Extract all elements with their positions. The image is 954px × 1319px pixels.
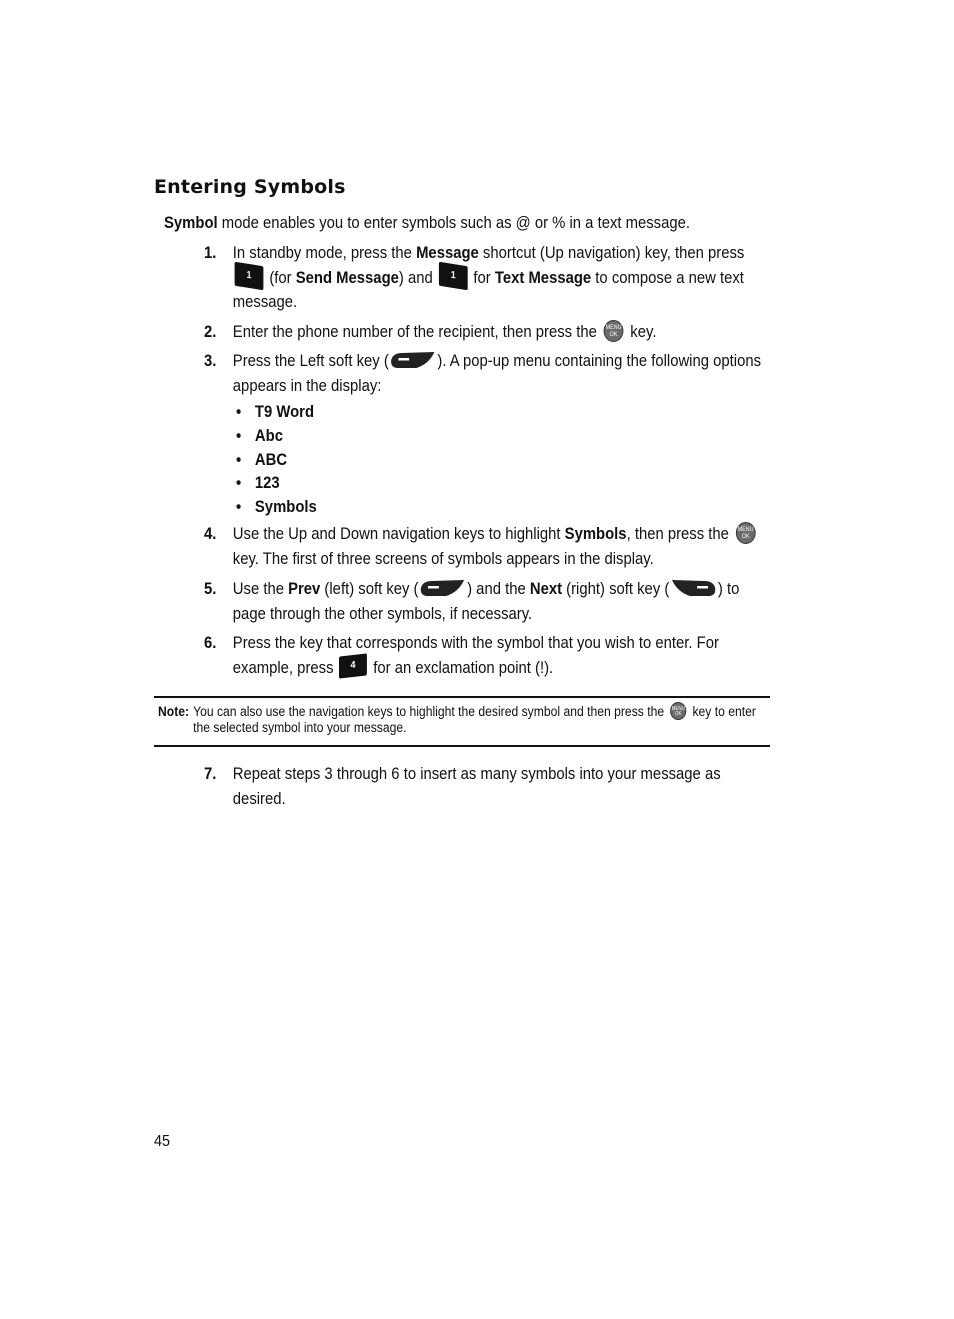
step-number: 6. (204, 634, 217, 652)
text-run: shortcut (Up navigation) key, then press (478, 244, 745, 262)
key-label: 1 (450, 269, 456, 282)
text-bold: Symbols (564, 525, 627, 543)
note-label: Note: (158, 704, 190, 719)
page-number: 45 (154, 1133, 171, 1150)
text-run: ). A pop-up menu containing the following options appears in the display: (232, 352, 762, 395)
list-item-label: T9 Word (254, 403, 315, 421)
key-label: OK (741, 533, 750, 540)
key-label: 4 (350, 659, 356, 672)
note-text (193, 704, 769, 736)
step-text (233, 522, 766, 571)
step-number: 4. (204, 525, 217, 543)
list-item-label: ABC (254, 451, 288, 469)
one-key-icon (235, 262, 264, 290)
menu-ok-key-icon (604, 320, 624, 342)
list-item-label: Abc (254, 427, 283, 445)
text-run: key. The first of three screens of symbols appears in the display. (232, 549, 654, 568)
four-ghi-key-icon (339, 654, 367, 679)
text-run: Press the Left soft key ( (232, 352, 389, 370)
text-run: to compose a new text message. (232, 268, 744, 311)
bullet-dot: • (236, 498, 242, 516)
intro-bold-term: Symbol (164, 214, 218, 232)
text-run: You can also use the navigation keys to highlight the desired symbol and then press the (193, 704, 668, 719)
text-run: for an exclamation point (!). (369, 658, 554, 677)
step-number: 7. (204, 765, 217, 783)
note-top-rule (154, 696, 770, 698)
text-run: (for (265, 268, 296, 287)
list-item-label: Symbols (254, 498, 317, 516)
text-run: ) and the (467, 580, 530, 598)
text-run: for (469, 268, 495, 287)
step-number: 2. (204, 323, 217, 341)
text-run: , then press the (626, 525, 734, 543)
text-bold: Next (529, 580, 563, 598)
text-run: Use the (232, 580, 289, 598)
step-text (233, 349, 766, 398)
step-text (233, 320, 766, 345)
key-label: 1 (246, 269, 252, 282)
text-run: Press the key that corresponds with the symbol that you wish to enter. For example, press (232, 634, 719, 677)
left-soft-key-icon (419, 578, 466, 598)
note-bottom-rule (154, 745, 770, 747)
step-text (233, 762, 766, 811)
bullet-dot: • (236, 451, 242, 469)
section-heading: Entering Symbols (154, 176, 346, 198)
key-label: OK (675, 710, 682, 717)
left-soft-key-icon (390, 350, 437, 370)
step-text (233, 241, 766, 315)
right-soft-key-icon (670, 578, 717, 598)
step-number: 5. (204, 580, 217, 598)
intro-paragraph (164, 211, 690, 236)
menu-ok-key-icon (736, 522, 756, 544)
step-text (233, 577, 766, 626)
text-run: key to enter the selected symbol into your message. (193, 704, 756, 735)
key-label: MENU (671, 705, 685, 712)
step-number: 1. (204, 244, 217, 262)
text-run: (right) soft key ( (562, 580, 670, 598)
text-run: In standby mode, press the (232, 244, 417, 262)
text-run: key. (626, 323, 657, 341)
text-bold: Send Message (295, 268, 399, 287)
text-run: Enter the phone number of the recipient, then press the (232, 323, 601, 341)
one-key-icon (439, 262, 468, 290)
text-run: Repeat steps 3 through 6 to insert as many symbols into your message as desired. (232, 765, 721, 808)
key-label: MENU (605, 324, 622, 331)
key-label: OK (609, 331, 618, 338)
menu-ok-key-icon (670, 702, 686, 720)
bullet-dot: • (236, 474, 242, 492)
list-item-label: 123 (254, 474, 280, 492)
text-bold: Text Message (494, 268, 592, 287)
text-run: (left) soft key ( (320, 580, 419, 598)
bullet-dot: • (236, 403, 242, 421)
bullet-dot: • (236, 427, 242, 445)
step-text (233, 631, 766, 680)
step-number: 3. (204, 352, 217, 370)
text-run: ) to page through the other symbols, if necessary. (232, 580, 740, 623)
text-bold: Message (416, 244, 479, 262)
text-bold: Prev (288, 580, 321, 598)
text-run: Use the Up and Down navigation keys to highlight (232, 525, 565, 543)
text-run: ) and (398, 268, 437, 287)
intro-text: mode enables you to enter symbols such as @ or % in a text message. (217, 214, 691, 232)
key-label: MENU (737, 526, 754, 533)
